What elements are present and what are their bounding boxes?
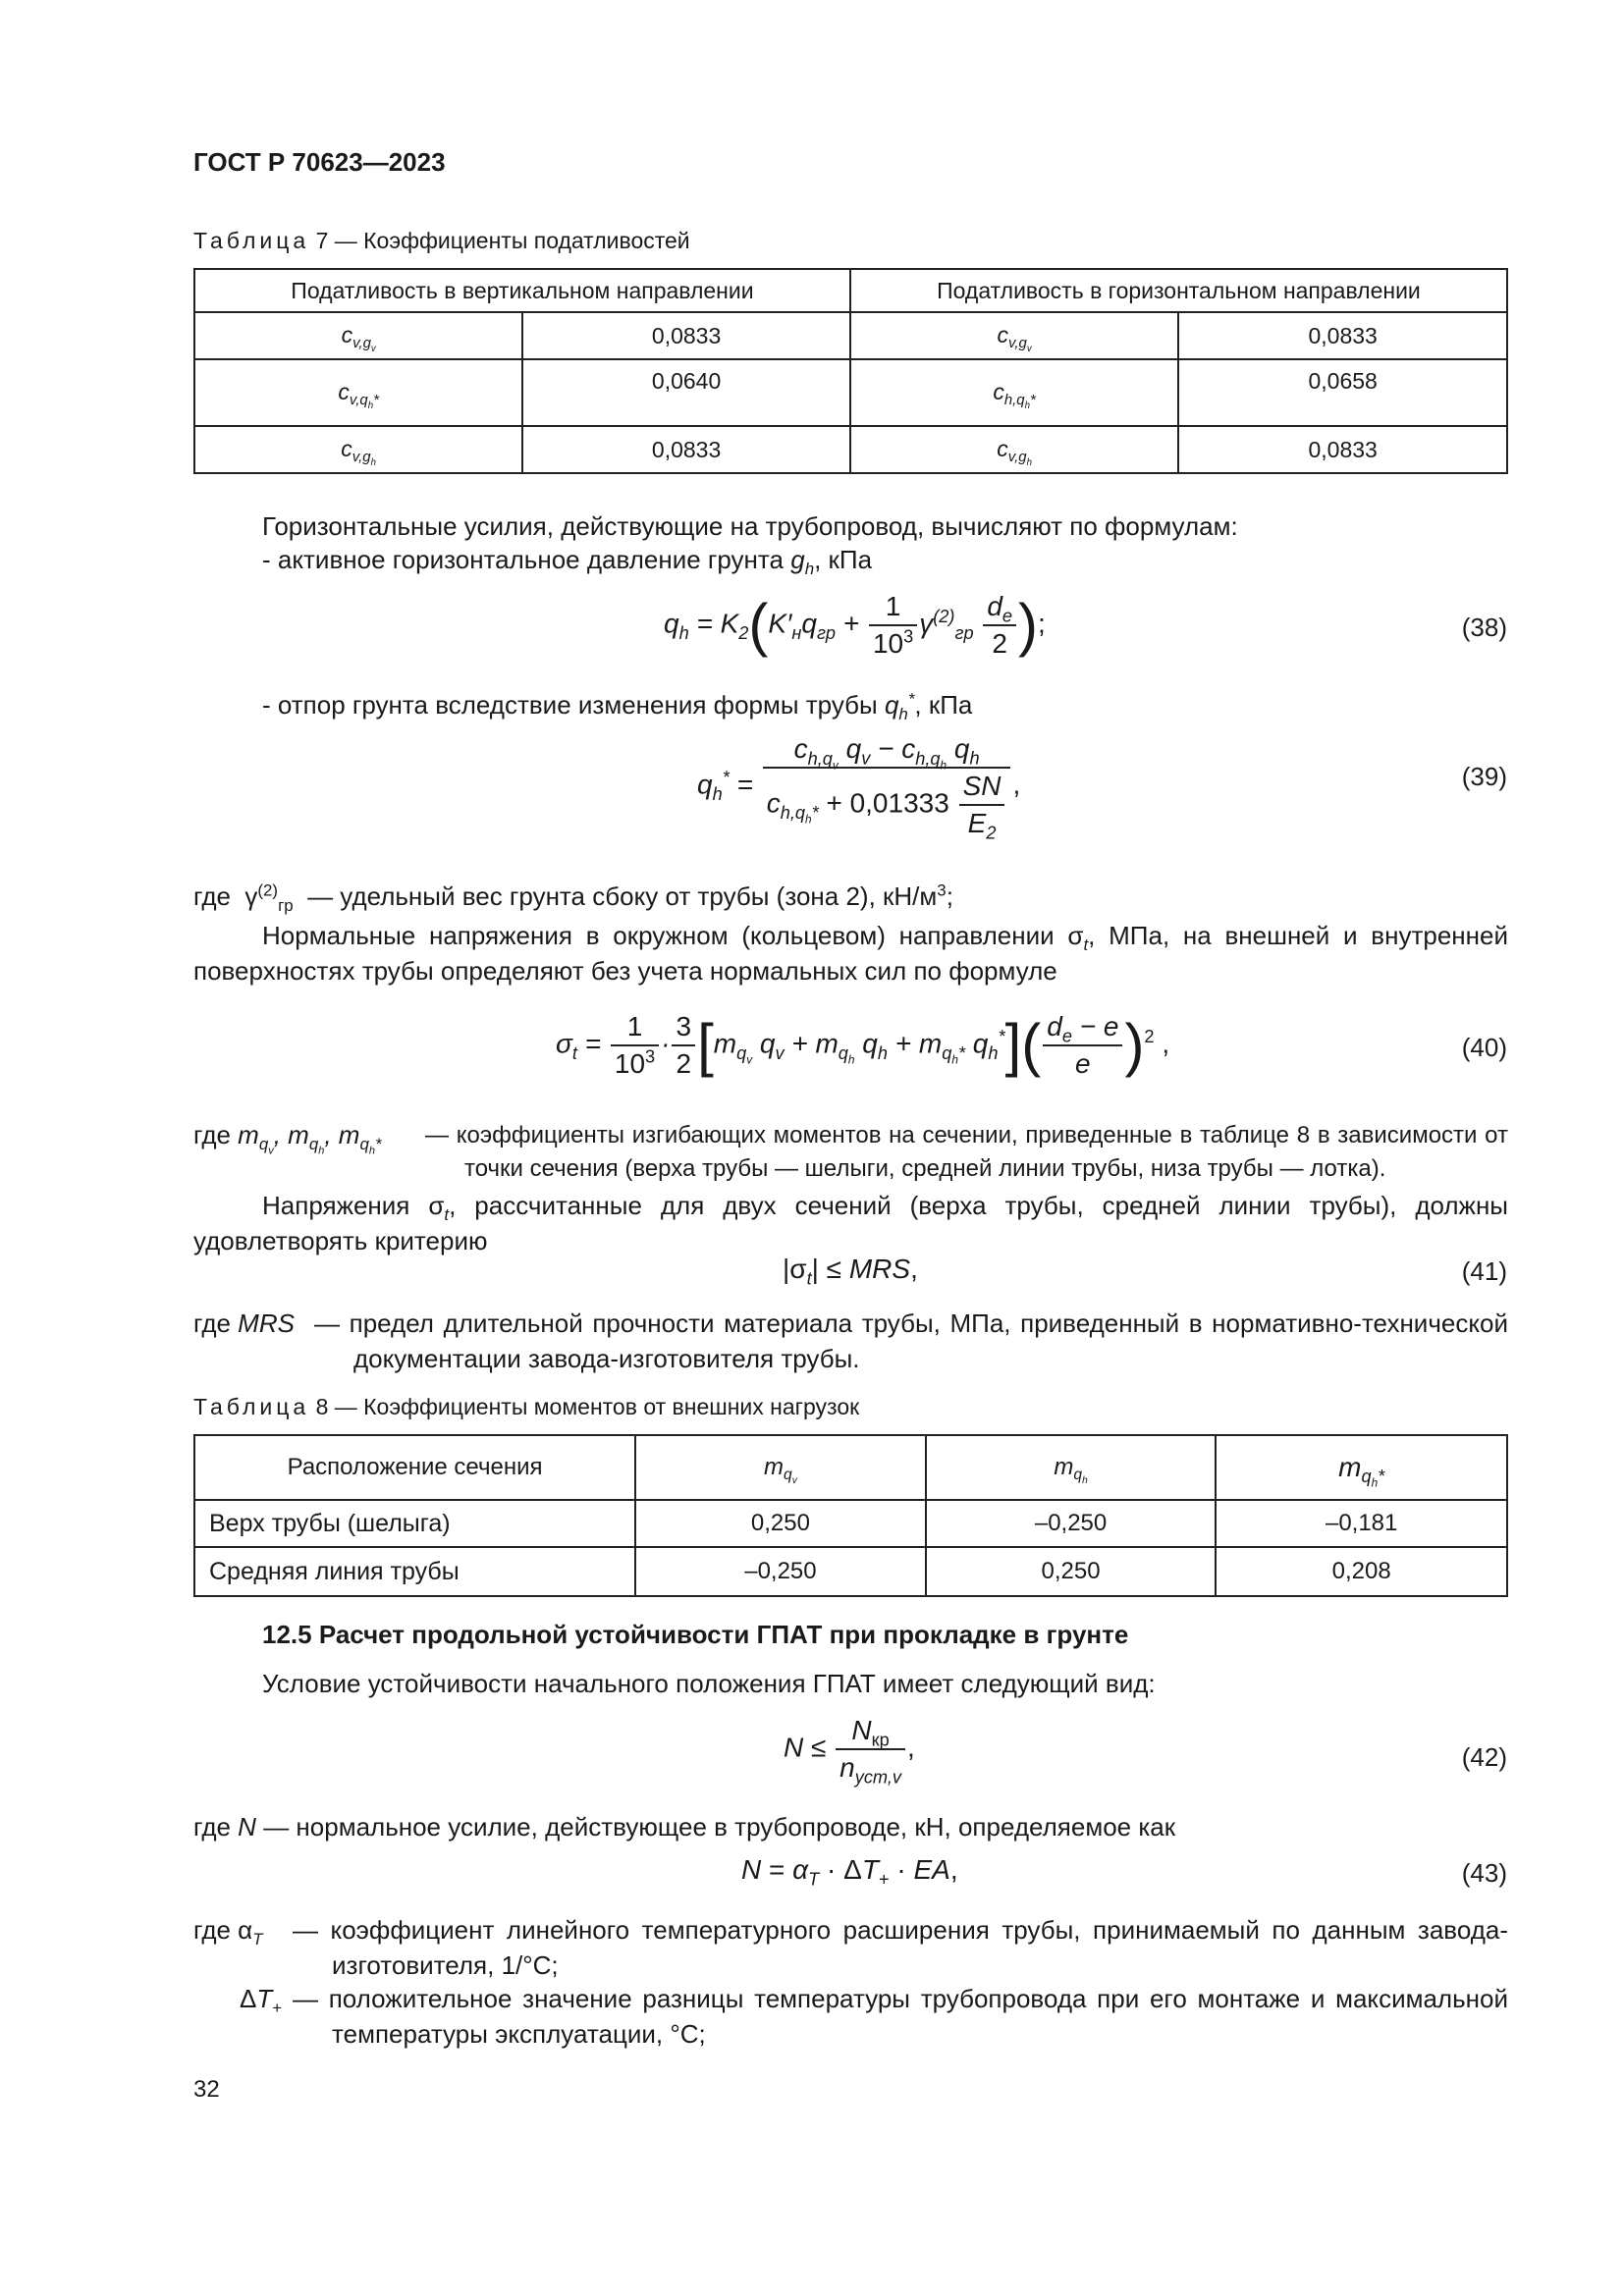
paragraph-active-pressure: - активное горизонтальное давление грунта $g_h$, кПа [262, 545, 873, 579]
section-title: 12.5 Расчет продольной устойчивости ГПАТ при прокладке в грунте [262, 1620, 1129, 1649]
table-row [194, 426, 1507, 473]
table7-symbol: $c_{v,g_v}$ [850, 312, 1178, 359]
table7-symbol: $c_{v,g_v}$ [194, 312, 522, 359]
where-alpha-label: где $\alpha_T$ [193, 1915, 263, 1949]
table8-value: –0,181 [1216, 1500, 1507, 1547]
table8-value: –0,250 [926, 1500, 1217, 1547]
table8-caption-word: Таблица [193, 1394, 310, 1419]
table7-value: 0,0640 [522, 359, 850, 426]
paragraph-normal-stress: Нормальные напряжения в окружном (кольцевом) направлении $\sigma_t$, МПа, на внешней и внутренней поверхностях трубы определяют без учета нормальных сил по формуле [193, 921, 1508, 986]
equation-43: $N = \alpha_T \cdot \Delta T_+$ · EA, [741, 1854, 958, 1890]
where-dt-definition: — положительное значение разницы температуры трубопровода при его монтаже и максимальной температуры эксплуатации, °С; [293, 1984, 1508, 2049]
table8-row-label: Средняя линия трубы [194, 1547, 635, 1596]
table8-value: –0,250 [635, 1547, 926, 1596]
table7-value: 0,0833 [522, 426, 850, 473]
table7 [193, 268, 1508, 474]
where-mrs-label: где MRS [193, 1308, 295, 1338]
equation-40: $\sigma_t$ = $\frac{1}{10^3}$ · $\frac{3}{2}$ [$m_{q_v}$ $q_v + m_{q_h}$ $q_h + m_{q_h*}$ $q_h^*$]( $\frac{d_e - e}{e}$ )$^2$ , [556, 1009, 1169, 1082]
document-header: ГОСТ Р 70623—2023 [193, 147, 446, 177]
table7-symbol: $c_{v,g_h}$ [850, 426, 1178, 473]
table8-header-mqh: $m_{q_h}$ [926, 1435, 1217, 1500]
table7-caption-rest: 7 — Коэффициенты податливостей [309, 228, 690, 253]
paragraph-stability-condition: Условие устойчивости начального положения ГПАТ имеет следующий вид: [262, 1669, 1156, 1698]
equation-39: $q_h^*$ = $c_{h,q_v}$ $q_v - c_{h,q_h}$ $q_h$ $c_{h,q_h*} + 0,01333$ $\frac{SN}{E_2}$ , [697, 733, 1021, 843]
where-m-definition: — коэффициенты изгибающих моментов на сечении, приведенные в таблице 8 в зависимости от точки сечения (верха трубы — шелыги, средней линии трубы, низа трубы — лотка). [425, 1122, 1508, 1182]
table8-value: 0,250 [635, 1500, 926, 1547]
table8-caption [193, 1394, 859, 1420]
equation-43-number: (43) [1461, 1858, 1507, 1888]
equation-38-number: (38) [1461, 613, 1507, 642]
table8-value: 0,208 [1216, 1547, 1507, 1596]
equation-38: $q_h = K_2(K'_нq_{гр}$ + $\frac{1}{10^3}$ $\gamma^{(2)}_{гр}$ $\frac{d_e}{2}$ ); [664, 589, 1046, 662]
where-mrs-definition: — предел длительной прочности материала трубы, МПа, приведенный в нормативно-технической документации завода-изготовителя трубы. [314, 1308, 1508, 1373]
table-row [194, 1547, 1507, 1596]
table8-value: 0,250 [926, 1547, 1217, 1596]
table7-header-left: Податливость в вертикальном направлении [194, 269, 850, 312]
paragraph-horizontal-forces: Горизонтальные усилия, действующие на трубопровод, вычисляют по формулам: [262, 511, 1238, 541]
table7-caption-word: Таблица [193, 228, 310, 253]
table-row [194, 312, 1507, 359]
table7-value: 0,0833 [1178, 426, 1507, 473]
table8-header-location: Расположение сечения [194, 1435, 635, 1500]
equation-42: N ≤ $\frac{N_{кр}}{n_{уст,v}}$ , [784, 1715, 915, 1788]
where-gamma: где $\gamma^{(2)}_{гр}$ — удельный вес грунта сбоку от трубы (зона 2), $кН/м^3$; [193, 881, 953, 916]
table7-symbol: $c_{v,g_h}$ [194, 426, 522, 473]
table7-value: 0,0658 [1178, 359, 1507, 426]
table7-value: 0,0833 [1178, 312, 1507, 359]
equation-42-number: (42) [1461, 1742, 1507, 1772]
where-dt-label: $\Delta T_+$ [240, 1984, 283, 2018]
where-n: где N — нормальное усилие, действующее в трубопроводе, кН, определяемое как [193, 1812, 1176, 1842]
table-row [194, 1500, 1507, 1547]
table8-header-mqh-star: $m_{q_h*}$ [1216, 1435, 1507, 1500]
page-number: 32 [193, 2076, 220, 2103]
paragraph-stress-criterion: Напряжения $\sigma_t$, рассчитанные для двух сечений (верха трубы, средней линии трубы), должны удовлетворять критерию [193, 1191, 1508, 1255]
equation-40-number: (40) [1461, 1033, 1507, 1062]
equation-41-number: (41) [1461, 1256, 1507, 1286]
table-row [194, 359, 1507, 426]
table7-value: 0,0833 [522, 312, 850, 359]
paragraph-soil-reaction: - отпор грунта вследствие изменения формы трубы $q_h^*$, кПа [262, 689, 973, 724]
where-alpha-definition: — коэффициент линейного температурного расширения трубы, принимаемый по данным завода-изготовителя, 1/°С; [293, 1915, 1508, 1980]
table8 [193, 1434, 1508, 1597]
table7-header-right: Податливость в горизонтальном направлении [850, 269, 1507, 312]
table7-symbol: $c_{v,q_h*}$ [194, 359, 522, 426]
where-m-label: где $m_{q_v}$, $m_{q_h}$, $m_{q_h*}$ [193, 1120, 382, 1157]
table8-header-mqv: $m_{q_v}$ [635, 1435, 926, 1500]
equation-41: $|\sigma_t|$ ≤ MRS, [783, 1254, 918, 1289]
table7-symbol: $c_{h,q_h*}$ [850, 359, 1178, 426]
table8-row-label: Верх трубы (шелыга) [194, 1500, 635, 1547]
table7-caption [193, 228, 690, 254]
table8-caption-rest: 8 — Коэффициенты моментов от внешних нагрузок [309, 1394, 860, 1419]
equation-39-number: (39) [1461, 762, 1507, 791]
